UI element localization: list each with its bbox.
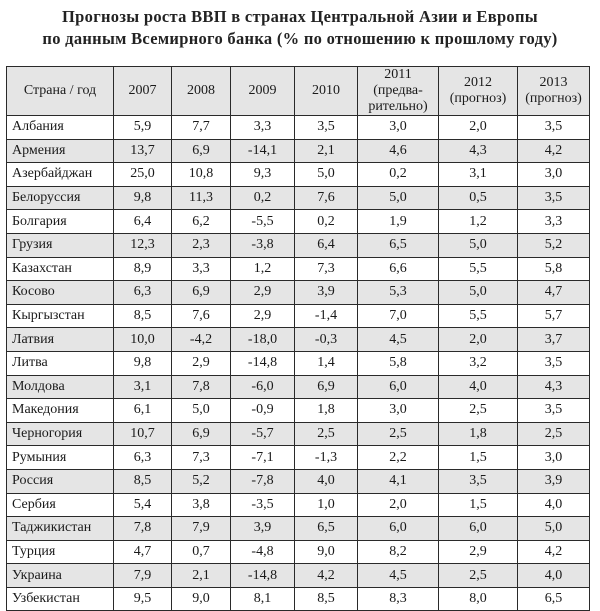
cell-value-2011: 6,5 [358, 233, 439, 257]
cell-value-2011: 8,2 [358, 540, 439, 564]
cell-country: Таджикистан [7, 517, 114, 541]
cell-country: Болгария [7, 210, 114, 234]
cell-value-2013: 3,5 [518, 116, 590, 140]
cell-value-2008: -4,2 [172, 328, 231, 352]
cell-value-2007: 6,4 [114, 210, 172, 234]
cell-country: Узбекистан [7, 587, 114, 611]
column-header-2013: 2013 (прогноз) [518, 67, 590, 116]
table-row [7, 233, 590, 257]
table-row [7, 564, 590, 588]
cell-value-2008: 7,9 [172, 517, 231, 541]
cell-value-2010: 1,0 [295, 493, 358, 517]
cell-value-2011: 4,1 [358, 469, 439, 493]
cell-value-2012: 2,0 [439, 116, 518, 140]
cell-country: Белоруссия [7, 186, 114, 210]
cell-value-2010: 1,8 [295, 399, 358, 423]
cell-value-2007: 13,7 [114, 139, 172, 163]
cell-country: Сербия [7, 493, 114, 517]
cell-country: Турция [7, 540, 114, 564]
cell-value-2013: 4,3 [518, 375, 590, 399]
cell-value-2013: 3,9 [518, 469, 590, 493]
cell-value-2010: 2,1 [295, 139, 358, 163]
cell-value-2011: 4,6 [358, 139, 439, 163]
cell-country: Азербайджан [7, 163, 114, 187]
cell-value-2011: 2,0 [358, 493, 439, 517]
cell-value-2011: 5,3 [358, 281, 439, 305]
cell-value-2010: 6,4 [295, 233, 358, 257]
cell-value-2011: 6,0 [358, 517, 439, 541]
table-body [7, 116, 590, 611]
column-header-2011: 2011 (предва-рительно) [358, 67, 439, 116]
table-header-row [7, 67, 590, 116]
cell-value-2011: 7,0 [358, 304, 439, 328]
cell-value-2008: 11,3 [172, 186, 231, 210]
table-row [7, 399, 590, 423]
cell-value-2008: 3,3 [172, 257, 231, 281]
cell-value-2007: 8,9 [114, 257, 172, 281]
table-row [7, 540, 590, 564]
cell-value-2013: 5,8 [518, 257, 590, 281]
table-row [7, 281, 590, 305]
cell-value-2012: 5,0 [439, 281, 518, 305]
cell-value-2007: 3,1 [114, 375, 172, 399]
cell-value-2010: -1,4 [295, 304, 358, 328]
cell-country: Латвия [7, 328, 114, 352]
table-row [7, 328, 590, 352]
cell-value-2013: 4,2 [518, 139, 590, 163]
cell-value-2007: 7,8 [114, 517, 172, 541]
cell-value-2010: 3,5 [295, 116, 358, 140]
cell-value-2008: 6,9 [172, 422, 231, 446]
cell-value-2011: 5,8 [358, 351, 439, 375]
cell-value-2007: 6,1 [114, 399, 172, 423]
cell-value-2007: 12,3 [114, 233, 172, 257]
cell-value-2009: 8,1 [231, 587, 295, 611]
cell-value-2012: 2,5 [439, 399, 518, 423]
cell-value-2013: 3,3 [518, 210, 590, 234]
table-row [7, 517, 590, 541]
cell-value-2013: 4,7 [518, 281, 590, 305]
cell-country: Албания [7, 116, 114, 140]
cell-value-2008: 7,7 [172, 116, 231, 140]
cell-country: Грузия [7, 233, 114, 257]
cell-country: Литва [7, 351, 114, 375]
cell-value-2012: 2,5 [439, 564, 518, 588]
cell-value-2012: 3,5 [439, 469, 518, 493]
cell-value-2011: 8,3 [358, 587, 439, 611]
cell-value-2010: 8,5 [295, 587, 358, 611]
cell-country: Македония [7, 399, 114, 423]
cell-value-2010: 7,3 [295, 257, 358, 281]
cell-value-2010: 4,0 [295, 469, 358, 493]
cell-value-2011: 4,5 [358, 564, 439, 588]
cell-value-2009: 0,2 [231, 186, 295, 210]
cell-value-2010: 3,9 [295, 281, 358, 305]
cell-value-2007: 9,8 [114, 351, 172, 375]
table-row [7, 422, 590, 446]
cell-value-2010: 2,5 [295, 422, 358, 446]
cell-value-2012: 4,0 [439, 375, 518, 399]
title-line-1: Прогнозы роста ВВП в странах Центральной Азии и Европы [62, 7, 538, 26]
cell-value-2010: 7,6 [295, 186, 358, 210]
cell-value-2011: 2,2 [358, 446, 439, 470]
title-line-2: по данным Всемирного банка (% по отношению к прошлому году) [42, 29, 558, 48]
cell-value-2008: 6,9 [172, 139, 231, 163]
cell-value-2007: 7,9 [114, 564, 172, 588]
cell-country: Кыргызстан [7, 304, 114, 328]
cell-value-2010: 4,2 [295, 564, 358, 588]
cell-value-2010: 1,4 [295, 351, 358, 375]
cell-value-2013: 3,5 [518, 351, 590, 375]
gdp-forecast-table [6, 66, 590, 611]
cell-value-2013: 3,7 [518, 328, 590, 352]
cell-value-2008: 5,0 [172, 399, 231, 423]
table-row [7, 186, 590, 210]
cell-value-2009: -14,8 [231, 351, 295, 375]
column-header-2007: 2007 [114, 67, 172, 116]
cell-value-2013: 4,0 [518, 564, 590, 588]
cell-value-2007: 6,3 [114, 446, 172, 470]
cell-value-2010: 9,0 [295, 540, 358, 564]
cell-country: Армения [7, 139, 114, 163]
cell-value-2011: 6,0 [358, 375, 439, 399]
table-row [7, 210, 590, 234]
cell-value-2008: 6,9 [172, 281, 231, 305]
cell-value-2007: 9,5 [114, 587, 172, 611]
cell-value-2013: 4,0 [518, 493, 590, 517]
cell-value-2007: 8,5 [114, 304, 172, 328]
cell-country: Украина [7, 564, 114, 588]
cell-value-2008: 0,7 [172, 540, 231, 564]
cell-value-2009: -5,7 [231, 422, 295, 446]
cell-value-2009: -4,8 [231, 540, 295, 564]
cell-value-2012: 5,5 [439, 257, 518, 281]
cell-value-2012: 6,0 [439, 517, 518, 541]
cell-value-2009: -7,1 [231, 446, 295, 470]
table-row [7, 116, 590, 140]
cell-country: Молдова [7, 375, 114, 399]
cell-value-2012: 3,1 [439, 163, 518, 187]
cell-value-2009: 2,9 [231, 281, 295, 305]
column-header-2010: 2010 [295, 67, 358, 116]
cell-value-2009: -14,8 [231, 564, 295, 588]
cell-value-2009: -7,8 [231, 469, 295, 493]
cell-value-2010: 6,9 [295, 375, 358, 399]
column-header-2009: 2009 [231, 67, 295, 116]
cell-value-2013: 2,5 [518, 422, 590, 446]
cell-value-2013: 6,5 [518, 587, 590, 611]
cell-value-2007: 6,3 [114, 281, 172, 305]
cell-value-2012: 1,5 [439, 446, 518, 470]
cell-value-2013: 5,2 [518, 233, 590, 257]
cell-value-2009: -3,8 [231, 233, 295, 257]
cell-value-2008: 9,0 [172, 587, 231, 611]
cell-value-2009: 3,3 [231, 116, 295, 140]
cell-value-2011: 0,2 [358, 163, 439, 187]
cell-value-2012: 1,2 [439, 210, 518, 234]
cell-value-2013: 3,0 [518, 163, 590, 187]
cell-value-2011: 3,0 [358, 116, 439, 140]
cell-value-2009: 2,9 [231, 304, 295, 328]
cell-country: Черногория [7, 422, 114, 446]
cell-value-2012: 5,5 [439, 304, 518, 328]
cell-value-2008: 10,8 [172, 163, 231, 187]
cell-value-2007: 9,8 [114, 186, 172, 210]
cell-country: Румыния [7, 446, 114, 470]
table-row [7, 304, 590, 328]
table-row [7, 375, 590, 399]
cell-value-2012: 1,8 [439, 422, 518, 446]
cell-value-2013: 3,5 [518, 399, 590, 423]
cell-value-2010: 5,0 [295, 163, 358, 187]
cell-value-2008: 6,2 [172, 210, 231, 234]
cell-value-2007: 8,5 [114, 469, 172, 493]
cell-country: Косово [7, 281, 114, 305]
cell-value-2007: 5,4 [114, 493, 172, 517]
table-row [7, 163, 590, 187]
cell-value-2012: 8,0 [439, 587, 518, 611]
table-row [7, 257, 590, 281]
cell-value-2007: 10,0 [114, 328, 172, 352]
cell-value-2010: 0,2 [295, 210, 358, 234]
cell-value-2011: 6,6 [358, 257, 439, 281]
cell-value-2011: 2,5 [358, 422, 439, 446]
cell-value-2007: 25,0 [114, 163, 172, 187]
cell-value-2009: -5,5 [231, 210, 295, 234]
cell-value-2012: 5,0 [439, 233, 518, 257]
cell-value-2007: 5,9 [114, 116, 172, 140]
cell-value-2008: 7,3 [172, 446, 231, 470]
cell-value-2011: 5,0 [358, 186, 439, 210]
cell-value-2012: 0,5 [439, 186, 518, 210]
cell-value-2012: 2,0 [439, 328, 518, 352]
cell-value-2010: 6,5 [295, 517, 358, 541]
cell-value-2007: 4,7 [114, 540, 172, 564]
cell-value-2011: 4,5 [358, 328, 439, 352]
cell-value-2009: -0,9 [231, 399, 295, 423]
cell-country: Казахстан [7, 257, 114, 281]
cell-value-2013: 4,2 [518, 540, 590, 564]
cell-value-2008: 3,8 [172, 493, 231, 517]
page-title [0, 6, 600, 50]
cell-value-2013: 5,7 [518, 304, 590, 328]
cell-value-2008: 5,2 [172, 469, 231, 493]
cell-value-2009: -6,0 [231, 375, 295, 399]
cell-value-2010: -0,3 [295, 328, 358, 352]
cell-value-2013: 5,0 [518, 517, 590, 541]
cell-value-2009: 1,2 [231, 257, 295, 281]
cell-value-2008: 2,3 [172, 233, 231, 257]
cell-value-2012: 4,3 [439, 139, 518, 163]
table-row [7, 139, 590, 163]
cell-value-2008: 2,9 [172, 351, 231, 375]
cell-value-2008: 2,1 [172, 564, 231, 588]
column-header-2008: 2008 [172, 67, 231, 116]
cell-value-2009: -3,5 [231, 493, 295, 517]
cell-country: Россия [7, 469, 114, 493]
column-header-country: Страна / год [7, 67, 114, 116]
cell-value-2008: 7,8 [172, 375, 231, 399]
table-row [7, 469, 590, 493]
table-row [7, 446, 590, 470]
table-row [7, 587, 590, 611]
table-row [7, 493, 590, 517]
cell-value-2009: 3,9 [231, 517, 295, 541]
cell-value-2009: -14,1 [231, 139, 295, 163]
cell-value-2011: 3,0 [358, 399, 439, 423]
table-row [7, 351, 590, 375]
cell-value-2012: 2,9 [439, 540, 518, 564]
cell-value-2012: 1,5 [439, 493, 518, 517]
cell-value-2010: -1,3 [295, 446, 358, 470]
cell-value-2012: 3,2 [439, 351, 518, 375]
cell-value-2007: 10,7 [114, 422, 172, 446]
cell-value-2011: 1,9 [358, 210, 439, 234]
cell-value-2009: 9,3 [231, 163, 295, 187]
cell-value-2013: 3,0 [518, 446, 590, 470]
cell-value-2013: 3,5 [518, 186, 590, 210]
column-header-2012: 2012 (прогноз) [439, 67, 518, 116]
cell-value-2008: 7,6 [172, 304, 231, 328]
cell-value-2009: -18,0 [231, 328, 295, 352]
